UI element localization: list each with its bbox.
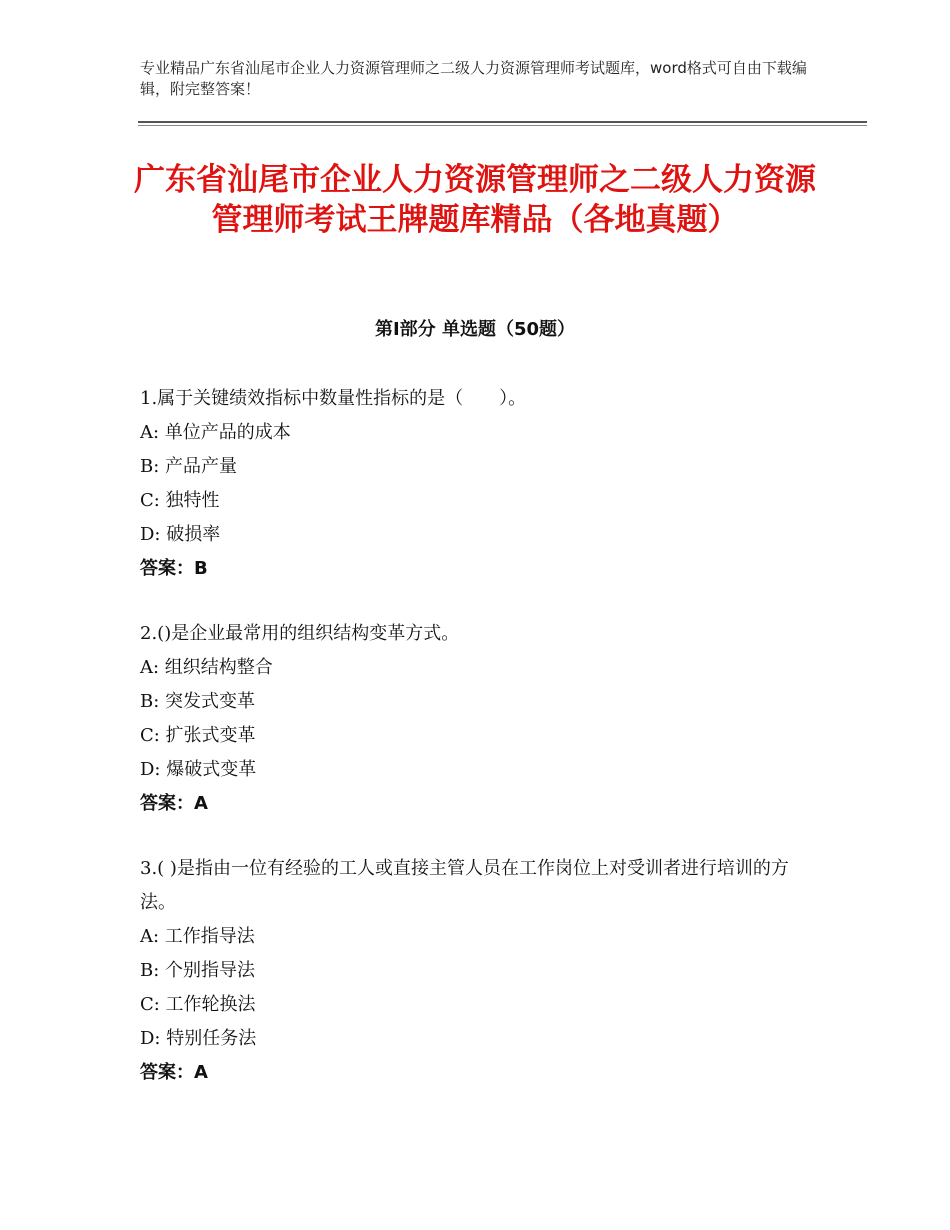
- question-stem: 2.()是企业最常用的组织结构变革方式。: [140, 623, 460, 644]
- answer: 答案：A: [140, 1062, 208, 1083]
- question-stem: 3.( )是指由一位有经验的工人或直接主管人员在工作岗位上对受训者进行培训的方法。: [140, 858, 789, 913]
- option-a: A: 工作指导法: [140, 926, 255, 947]
- question-3: [140, 852, 820, 1090]
- option-c: C: 工作轮换法: [140, 994, 256, 1015]
- option-a: A: 单位产品的成本: [140, 422, 291, 443]
- option-c: C: 独特性: [140, 490, 220, 511]
- header-rule-thick: [138, 121, 867, 123]
- section-heading: 第Ⅰ部分 单选题（50题）: [374, 319, 575, 340]
- option-b: B: 个别指导法: [140, 960, 256, 981]
- option-a: A: 组织结构整合: [140, 657, 273, 678]
- answer: 答案：B: [140, 558, 208, 579]
- document-title: 广东省汕尾市企业人力资源管理师之二级人力资源管理师考试王牌题库精品（各地真题）: [134, 162, 816, 238]
- option-c: C: 扩张式变革: [140, 725, 256, 746]
- question-stem: 1.属于关键绩效指标中数量性指标的是（ ）。: [140, 388, 527, 409]
- answer: 答案：A: [140, 793, 208, 814]
- question-2: [140, 617, 820, 821]
- option-b: B: 产品产量: [140, 456, 238, 477]
- question-1: [140, 382, 820, 586]
- option-d: D: 破损率: [140, 524, 221, 545]
- header-note: 专业精品广东省汕尾市企业人力资源管理师之二级人力资源管理师考试题库，word格式可自由下载编辑，附完整答案！: [140, 59, 807, 98]
- header-rule-thin: [138, 125, 867, 126]
- option-d: D: 爆破式变革: [140, 759, 257, 780]
- option-d: D: 特别任务法: [140, 1028, 257, 1049]
- question-list: [140, 382, 820, 1121]
- option-b: B: 突发式变革: [140, 691, 256, 712]
